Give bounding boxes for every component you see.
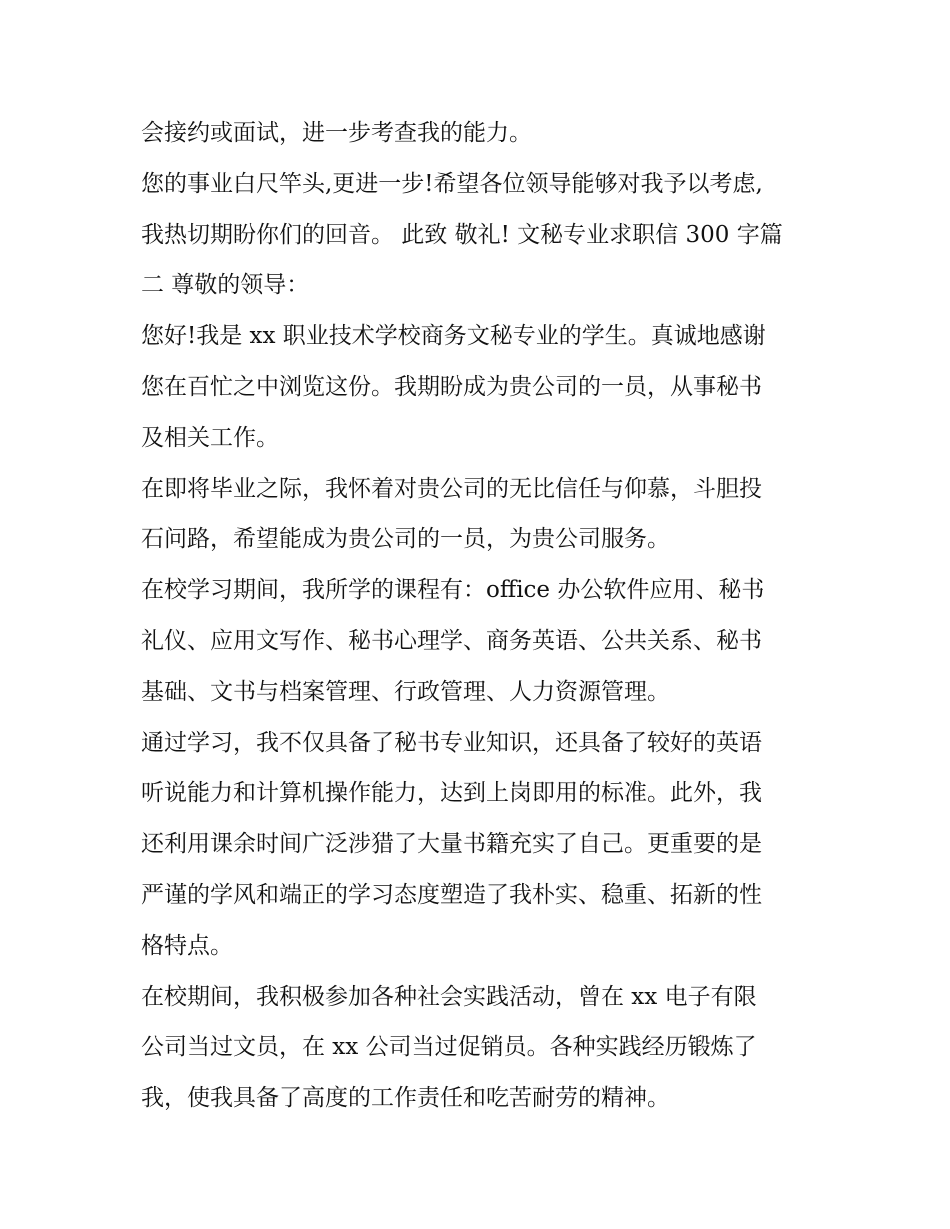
text-line: 会接约或面试，进一步考查我的能力。 [141,120,532,146]
text-line: 还利用课余时间广泛涉猎了大量书籍充实了自己。更重要的是 [141,831,762,858]
text-line: 基础、文书与档案管理、行政管理、人力资源管理。 [141,678,670,705]
text-line: 严谨的学风和端正的学习态度塑造了我朴实、稳重、拓新的性 [141,881,762,908]
text-line: 在校期间，我积极参加各种社会实践活动，曾在 xx 电子有限 [141,983,757,1010]
text-line: 公司当过文员，在 xx 公司当过促销员。各种实践经历锻炼了 [141,1034,757,1061]
text-line: 您在百忙之中浏览这份。我期盼成为贵公司的一员，从事秘书 [141,373,762,400]
text-line: 您的事业白尺竿头,更进一步!希望各位领导能够对我予以考虑, [141,170,763,197]
text-line: 在即将毕业之际，我怀着对贵公司的无比信任与仰慕，斗胆投 [141,475,762,502]
text-line: 及相关工作。 [141,424,279,451]
body-text [141,108,821,1124]
text-line: 听说能力和计算机操作能力，达到上岗即用的标准。此外，我 [141,780,762,807]
text-line: 格特点。 [141,932,233,959]
text-line: 我热切期盼你们的回音。 此致 敬礼! 文秘专业求职信 300 字篇 [141,221,783,248]
text-line: 我，使我具备了高度的工作责任和吃苦耐劳的精神。 [141,1085,670,1112]
text-line: 在校学习期间，我所学的课程有：office 办公软件应用、秘书 [141,577,765,604]
text-line: 礼仪、应用文写作、秘书心理学、商务英语、公共关系、秘书 [141,627,762,654]
text-line: 二 尊敬的领导： [141,272,310,299]
text-line: 通过学习，我不仅具备了秘书专业知识，还具备了较好的英语 [141,729,762,756]
text-line: 您好!我是 xx 职业技术学校商务文秘专业的学生。真诚地感谢 [141,323,766,350]
text-line: 石问路，希望能成为贵公司的一员，为贵公司服务。 [141,526,670,553]
